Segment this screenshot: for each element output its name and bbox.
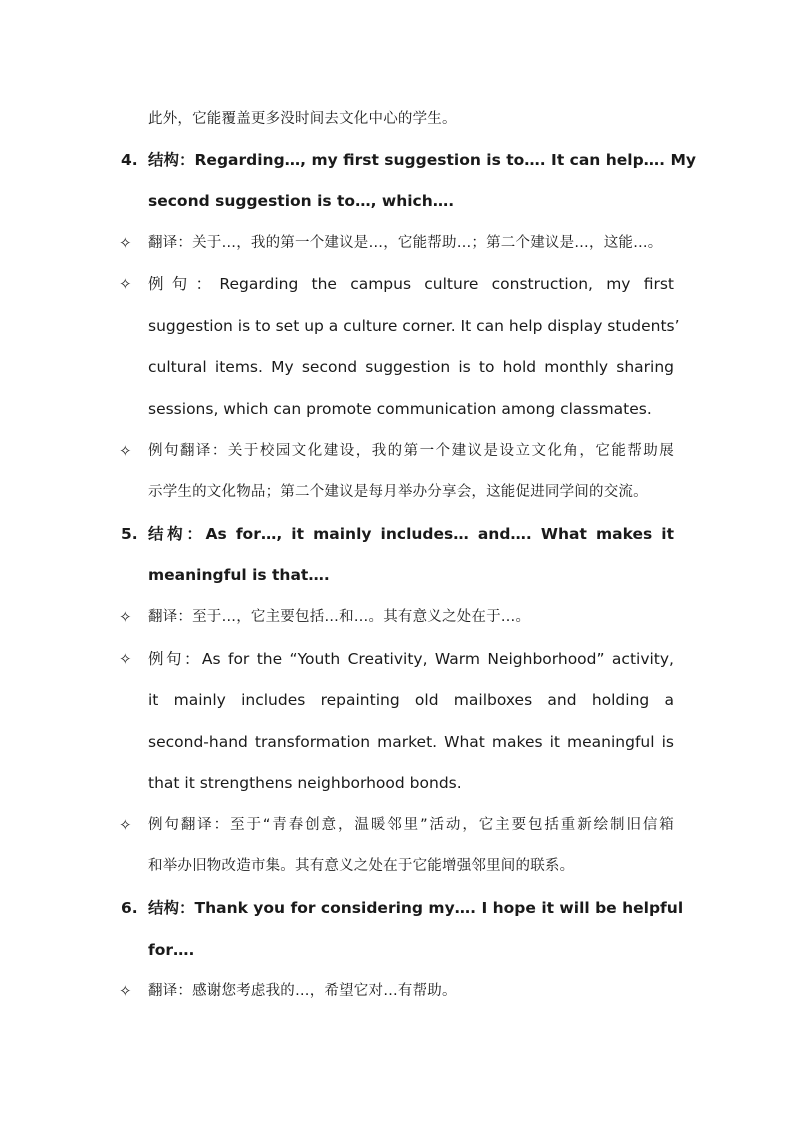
translation-line: 翻译：关于…，我的第一个建议是…，它能帮助…；第二个建议是…，这能…。: [148, 235, 663, 251]
structure-heading-cont: for….: [148, 941, 195, 959]
item-number: 4.: [121, 151, 138, 169]
bullet-icon: ✧: [119, 816, 132, 834]
bullet-icon: ✧: [119, 608, 132, 626]
item-number: 6.: [121, 899, 138, 917]
bullet-icon: ✧: [119, 234, 132, 252]
translation-line: 翻译：至于…，它主要包括…和…。其有意义之处在于…。: [148, 609, 531, 625]
text-line: 此外，它能覆盖更多没时间去文化中心的学生。: [148, 111, 457, 127]
example-line: suggestion is to set up a culture corner. It can help display students’: [148, 317, 680, 335]
translation-line: 翻译：感谢您考虑我的…，希望它对…有帮助。: [148, 983, 457, 999]
structure-heading-cont: second suggestion is to…, which….: [148, 192, 455, 210]
example-line: it mainly includes repainting old mailboxes and holding a: [148, 691, 674, 709]
structure-heading: 结构：As for…, it mainly includes… and…. What makes it: [148, 525, 674, 543]
example-line: 例句：As for the “Youth Creativity, Warm Neighborhood” activity,: [148, 650, 674, 668]
example-translation-line: 例句翻译：至于“青春创意，温暖邻里”活动，它主要包括重新绘制旧信箱: [148, 817, 674, 833]
example-translation-line: 例句翻译：关于校园文化建设，我的第一个建议是设立文化角，它能帮助展: [148, 443, 674, 459]
bullet-icon: ✧: [119, 982, 132, 1000]
bullet-icon: ✧: [119, 275, 132, 293]
bullet-icon: ✧: [119, 650, 132, 668]
bullet-icon: ✧: [119, 442, 132, 460]
example-line: that it strengthens neighborhood bonds.: [148, 774, 462, 792]
item-number: 5.: [121, 525, 138, 543]
example-translation-line: 示学生的文化物品；第二个建议是每月举办分享会，这能促进同学间的交流。: [148, 484, 648, 500]
example-line: sessions, which can promote communication among classmates.: [148, 400, 652, 418]
structure-heading: 结构：Thank you for considering my…. I hope it will be helpful: [148, 899, 684, 917]
example-line: 例句：Regarding the campus culture construction, my first: [148, 275, 674, 293]
example-translation-line: 和举办旧物改造市集。其有意义之处在于它能增强邻里间的联系。: [148, 858, 575, 874]
structure-heading-cont: meaningful is that….: [148, 566, 330, 584]
example-line: cultural items. My second suggestion is to hold monthly sharing: [148, 358, 674, 376]
example-line: second-hand transformation market. What makes it meaningful is: [148, 733, 674, 751]
structure-heading: 结构：Regarding…, my first suggestion is to…. It can help…. My: [148, 151, 696, 169]
